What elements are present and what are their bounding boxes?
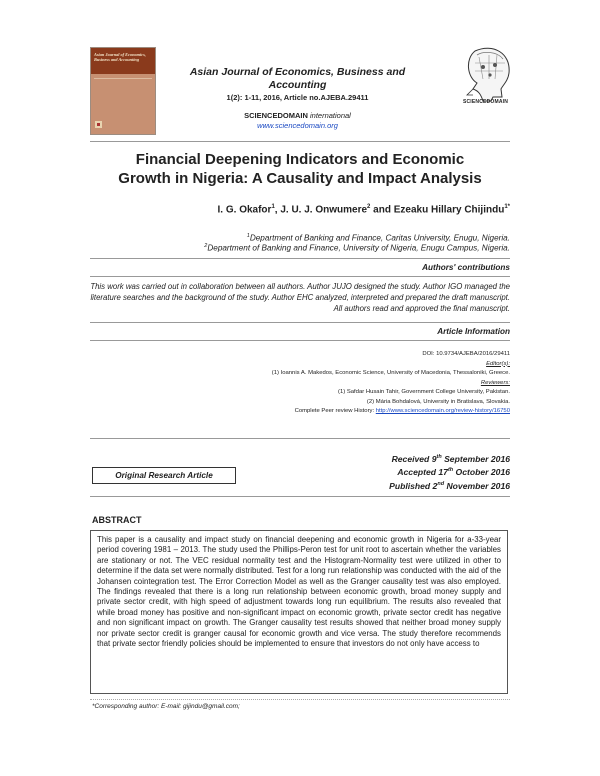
- publisher: [175, 111, 420, 120]
- abstract-text: This paper is a causality and impact study on financial deepening and economic growth in Nigeria for a-33-year period covering 1981 – 2013. The study used the Phillips-Peron test for unit root to ascertain whether the variables are stationary or not. The VEC residual normality test and the Histogram-Normality test were utilized in other to determine if the data set were normally distributed. Test for a long run relationship was conducted with the aid of the Johansen cointegration test. The Error Correction Model as well as the Granger causality test was also employed. The findings revealed that there is a long run relationship between economic growth, broad money supply and private sector credit, with high speed of adjustment towards long run equilibrium. The results also revealed that while broad money has positive and non-significant impact on economic growth, private sector credit has negative and non significant impact on growth. The Granger causality test results showed that neither broad money supply nor private sector credit is granger causal for economic growth and vice versa. The study therefore recommends that private sector friendly policies should be implemented to ensure that investors do not only have access to: [97, 535, 501, 649]
- affiliation-mark: 1: [246, 233, 250, 239]
- publisher-name: SCIENCEDOMAIN: [244, 111, 308, 120]
- abstract-heading: ABSTRACT: [92, 515, 142, 525]
- footnote-divider: [90, 699, 510, 700]
- cover-title: Asian Journal of Economics, Business and Accounting: [94, 52, 146, 62]
- author-name: I. G. Okafor: [217, 204, 272, 216]
- journal-issue: 1(2): 1-11, 2016, Article no.AJEBA.29411: [226, 93, 369, 102]
- section-divider: [90, 438, 510, 439]
- paper-title: [90, 150, 510, 188]
- affiliation-mark: 2: [204, 243, 208, 249]
- contributions-heading: Authors' contributions: [422, 263, 510, 272]
- article-info-block: [90, 350, 510, 417]
- contributions-text: This work was carried out in collaboration between all authors. Author JUJO designed the study. Author IGO managed the literature searches and the background of the study. Author EHC analyzed, interpreted and prepared the draft manuscript. All authors read and approved the final manuscript.: [90, 282, 510, 313]
- published-date: Published 2nd November 2016: [389, 480, 510, 491]
- author-separator: ,: [274, 204, 281, 216]
- logo-caption: SCIENCEDOMAIN: [462, 99, 509, 105]
- journal-name: Asian Journal of Economics, Business and Accounting: [189, 66, 406, 91]
- paper-title-line-2: Growth in Nigeria: A Causality and Impact Analysis: [118, 170, 482, 187]
- editor-entry: (1) Ioannis A. Makedos, Economic Science, University of Macedonia, Thessaloniki, Greece.: [271, 370, 510, 376]
- paper-title-line-1: Financial Deepening Indicators and Economic: [135, 151, 465, 168]
- header-divider: [90, 141, 510, 142]
- reviewers-label: Reviewers:: [480, 379, 510, 386]
- article-type-badge: Original Research Article: [92, 467, 236, 484]
- affiliation-text: Department of Banking and Finance, Caritas University, Enugu, Nigeria.: [249, 233, 510, 243]
- article-info-heading: Article Information: [437, 327, 510, 336]
- affiliation-text: Department of Banking and Finance, University of Nigeria, Enugu Campus, Nigeria.: [207, 243, 510, 253]
- publisher-suffix: international: [309, 111, 351, 120]
- abstract-box: [90, 530, 508, 694]
- review-history-link[interactable]: http://www.sciencedomain.org/review-history/16750: [375, 408, 510, 414]
- author-affiliation-mark: 1*: [504, 204, 510, 210]
- author-affiliation-mark: 2: [367, 204, 371, 210]
- section-divider: [90, 496, 510, 497]
- author-list: [90, 204, 510, 215]
- author-name: J. U. J. Onwumere: [280, 204, 368, 216]
- publisher-url[interactable]: www.sciencedomain.org: [257, 121, 338, 130]
- review-history: [90, 407, 510, 417]
- journal-cover-image: [90, 47, 156, 135]
- cover-divider: [94, 78, 152, 79]
- cover-publisher-logo: [95, 121, 102, 128]
- review-history-label: Complete Peer review History:: [294, 408, 376, 414]
- received-date: Received 9th September 2016: [391, 453, 510, 464]
- author-affiliation-mark: 1: [271, 204, 275, 210]
- publication-dates: [300, 452, 510, 492]
- editors-label: Editor(s):: [486, 360, 510, 367]
- section-divider: [90, 258, 510, 259]
- section-divider: [90, 322, 510, 323]
- accepted-date: Accepted 17th October 2016: [397, 467, 510, 478]
- affiliation: [90, 241, 510, 254]
- doi: DOI: 10.9734/AJEBA/2016/29411: [422, 351, 510, 357]
- reviewer-entry: (2) Mária Bohdalová, University in Bratislava, Slovakia.: [366, 398, 510, 405]
- corresponding-author-note: *Corresponding author: E-mail: gijindu@gmail.com;: [92, 703, 240, 710]
- author-name: Ezeaku Hillary Chijindu: [393, 204, 505, 216]
- section-divider: [90, 276, 510, 277]
- author-separator: and: [370, 204, 394, 216]
- section-divider: [90, 340, 510, 341]
- reviewer-entry: (1) Safdar Husain Tahir, Government College University, Pakistan.: [338, 389, 510, 395]
